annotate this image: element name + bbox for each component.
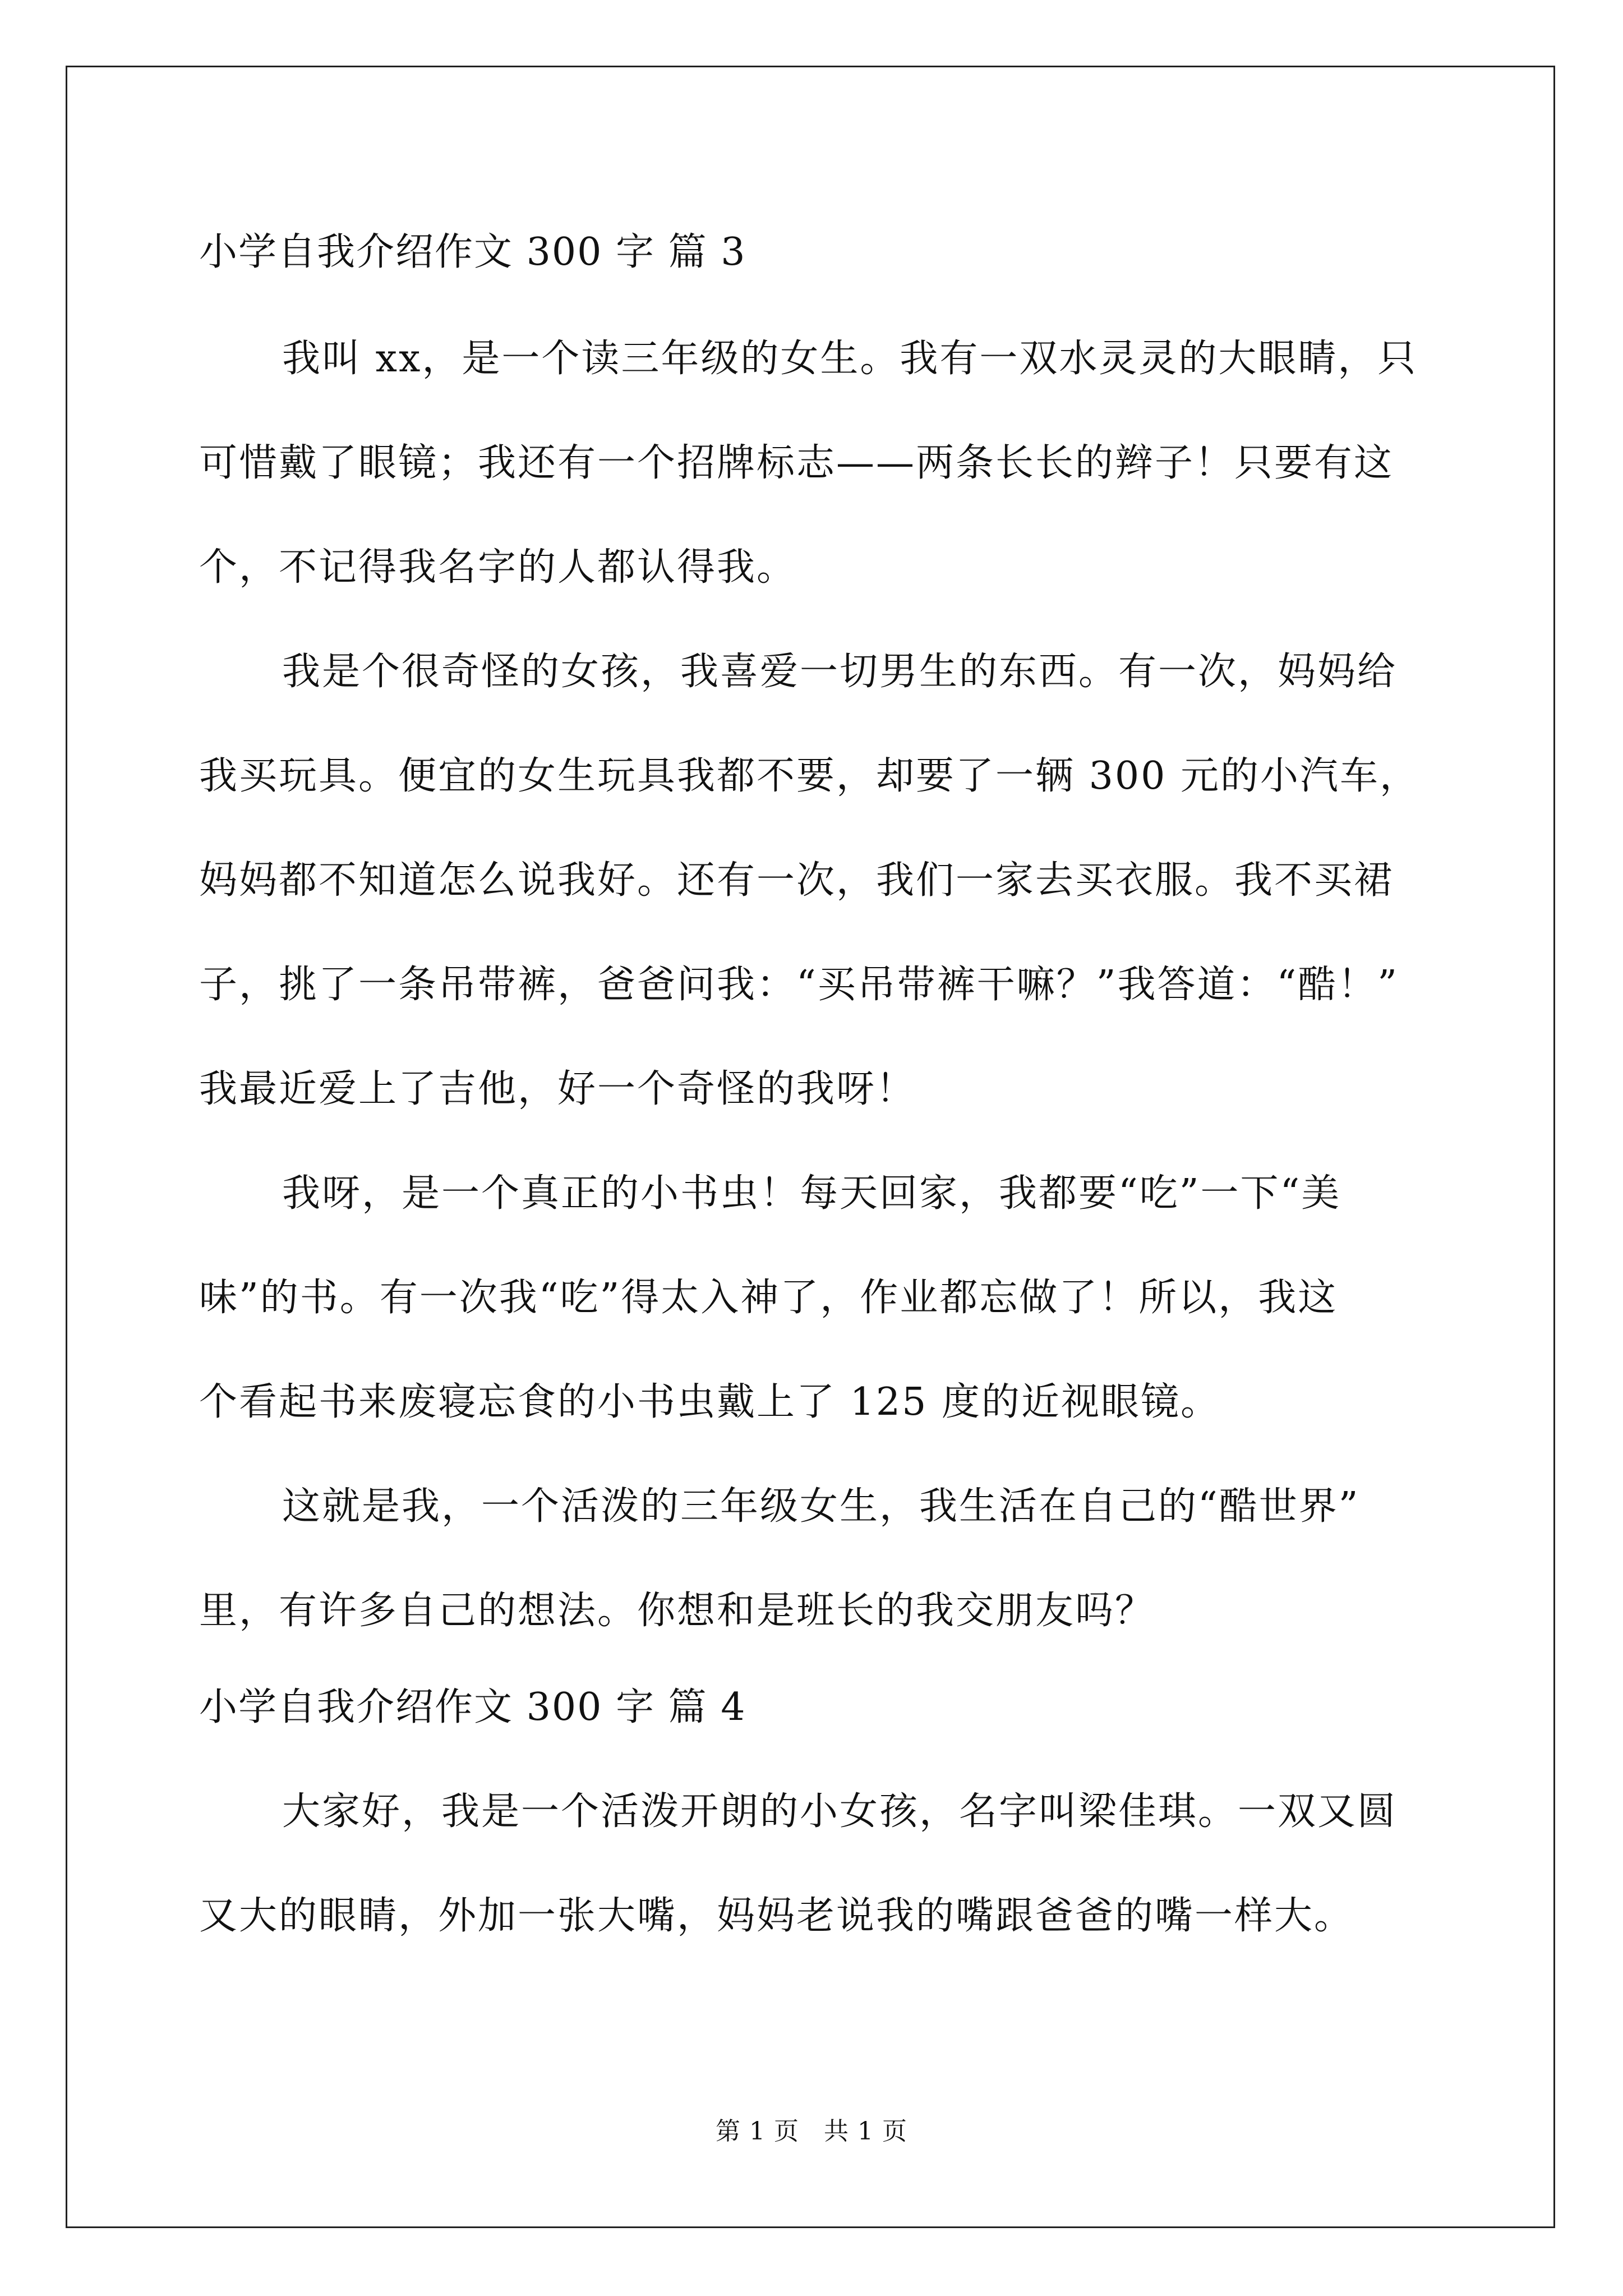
page-total: 共 1 页 — [824, 2117, 907, 2146]
paragraph-line: 我是个很奇怪的女孩，我喜爱一切男生的东西。有一次，妈妈给 — [282, 650, 1398, 694]
paragraph-line: 味”的书。有一次我“吃”得太入神了，作业都忘做了！所以，我这 — [199, 1276, 1338, 1320]
page-number: 第 1 页 — [716, 2117, 799, 2146]
paragraph-line: 大家好，我是一个活泼开朗的小女孩，名字叫梁佳琪。一双又圆 — [282, 1789, 1398, 1834]
paragraph-line: 个，不记得我名字的人都认得我。 — [199, 545, 797, 590]
paragraph-line: 个看起书来废寝忘食的小书虫戴上了 125 度的近视眼镜。 — [199, 1380, 1221, 1424]
page-footer — [0, 2115, 1623, 2148]
paragraph-line: 子，挑了一条吊带裤，爸爸问我：“买吊带裤干嘛？”我答道：“酷！” — [199, 963, 1399, 1007]
paragraph-line: 我叫 xx，是一个读三年级的女生。我有一双水灵灵的大眼睛，只 — [282, 337, 1418, 381]
paragraph-line: 我呀，是一个真正的小书虫！每天回家，我都要“吃”一下“美 — [282, 1171, 1341, 1216]
paragraph-line: 我买玩具。便宜的女生玩具我都不要，却要了一辆 300 元的小汽车， — [199, 754, 1420, 798]
section-heading-4: 小学自我介绍作文 300 字 篇 4 — [199, 1685, 746, 1729]
paragraph-line: 里，有许多自己的想法。你想和是班长的我交朋友吗？ — [199, 1589, 1155, 1633]
paragraph-line: 我最近爱上了吉他，好一个奇怪的我呀！ — [199, 1067, 916, 1111]
paragraph-line: 妈妈都不知道怎么说我好。还有一次，我们一家去买衣服。我不买裙 — [199, 858, 1394, 903]
paragraph-line: 这就是我，一个活泼的三年级女生，我生活在自己的“酷世界” — [282, 1484, 1360, 1529]
section-heading-3: 小学自我介绍作文 300 字 篇 3 — [199, 230, 746, 274]
paragraph-line: 可惜戴了眼镜；我还有一个招牌标志——两条长长的辫子！只要有这 — [199, 441, 1394, 485]
paragraph-line: 又大的眼睛，外加一张大嘴，妈妈老说我的嘴跟爸爸的嘴一样大。 — [199, 1894, 1354, 1938]
